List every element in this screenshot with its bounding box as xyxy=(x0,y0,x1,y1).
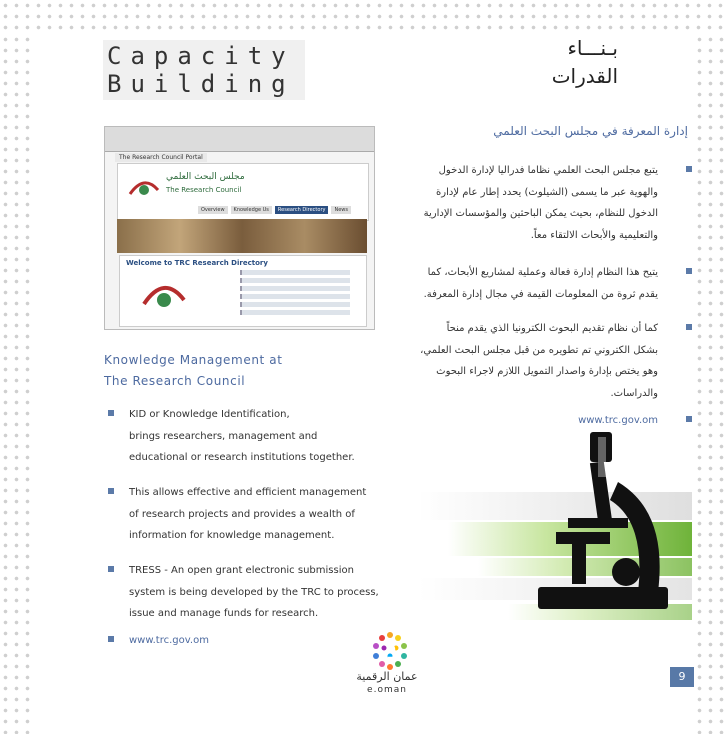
bullet-en-3 xyxy=(104,560,384,625)
site-logo-ar: مجلس البحث العلمي xyxy=(166,172,245,182)
trc-website-link[interactable]: www.trc.gov.om xyxy=(129,635,209,646)
bullet-line: يتبع مجلس البحث العلمي نظاما فدراليا لإدارة الدخول xyxy=(438,165,658,176)
left-dot-pattern xyxy=(0,34,34,734)
bullet-line: issue and manage funds for research. xyxy=(129,608,319,619)
section-title-en-line1: Knowledge Management at xyxy=(104,353,283,367)
section-title-en-line2: The Research Council xyxy=(104,374,246,388)
bullet-line: educational or research institutions together. xyxy=(129,452,355,463)
section-title-ar: إدارة المعرفة في مجلس البحث العلمي xyxy=(493,124,688,138)
title-en-line1: Capacity xyxy=(107,42,295,70)
section-title-en xyxy=(104,350,283,392)
bullet-line: يتيح هذا النظام إدارة فعالة وعملية لمشاريع الأبحاث، كما xyxy=(427,267,658,278)
bullet-line: This allows effective and efficient management xyxy=(129,487,367,498)
bullet-ar-1 xyxy=(392,160,692,246)
bullet-square-icon xyxy=(108,410,114,416)
page-number: 9 xyxy=(670,667,694,687)
bullet-line: of research projects and provides a wealth of xyxy=(129,508,355,520)
title-en-line2: Building xyxy=(107,70,295,98)
site-nav-tab[interactable]: News xyxy=(331,206,351,214)
e-oman-logo-ar: عمان الرقمية xyxy=(356,670,418,683)
right-dot-pattern xyxy=(694,34,728,734)
bullet-line: وهو يختص بإدارة واصدار التمويل اللازم لاجراء البحوث xyxy=(436,366,658,377)
bullet-line: KID or Knowledge Identification, xyxy=(129,409,290,420)
bullet-line: information for knowledge management. xyxy=(129,530,335,541)
site-logo-en: The Research Council xyxy=(166,186,242,194)
site-banner-image xyxy=(117,219,367,253)
bullet-line: بشكل الكتروني تم تطويره من قبل مجلس البحث العلمي، xyxy=(420,344,658,356)
trc-website-screenshot xyxy=(104,126,375,330)
top-dot-pattern xyxy=(0,0,728,34)
trc-emblem-icon xyxy=(134,270,194,320)
bullet-square-icon xyxy=(108,636,114,642)
site-welcome-title: Welcome to TRC Research Directory xyxy=(126,259,268,267)
bullet-line: والدراسات. xyxy=(610,387,658,399)
e-oman-logo-en: e.oman xyxy=(367,685,407,695)
bullet-ar-2 xyxy=(392,262,692,305)
bullet-line: TRESS - An open grant electronic submission xyxy=(129,565,354,576)
title-ar-line1: بـنـــاء xyxy=(567,36,618,60)
bullet-line: والهوية عبر ما يسمى (الشيلوث) يحدد إطار عام لإدارة xyxy=(436,186,658,198)
bullet-en-4 xyxy=(104,630,384,652)
bullet-line: الدخول للنظام، بحيث يمكن الباحثين والمؤسسات الإدارية xyxy=(423,208,658,219)
bullet-line: يقدم ثروة من المعلومات القيمة في مجال إدارة المعرفة. xyxy=(423,288,658,300)
bullet-line: كما أن نظام تقديم البحوث الكترونيا الذي يقدم منحاً xyxy=(446,323,658,334)
trc-logo-icon xyxy=(124,168,164,208)
site-header xyxy=(117,163,369,221)
e-oman-logo-icon xyxy=(370,630,410,672)
bullet-ar-3 xyxy=(392,318,692,404)
site-welcome-card xyxy=(119,255,367,327)
bullet-line: system is being developed by the TRC to process, xyxy=(129,586,379,598)
bullet-line: brings researchers, management and xyxy=(129,430,318,442)
bullet-square-icon xyxy=(686,268,692,274)
bullet-en-2 xyxy=(104,482,384,547)
trc-website-link-ar[interactable]: www.trc.gov.om xyxy=(578,415,658,426)
title-english xyxy=(103,40,305,100)
bullet-square-icon xyxy=(108,566,114,572)
site-nav-tab[interactable]: Overview xyxy=(198,206,228,214)
microscope-illustration xyxy=(418,422,692,682)
title-arabic xyxy=(552,34,618,90)
bullet-en-1 xyxy=(104,404,384,469)
site-link-list xyxy=(240,270,350,318)
browser-tab: The Research Council Portal xyxy=(115,153,207,162)
site-nav-tab[interactable]: Knowledge Us xyxy=(231,206,272,214)
bullet-square-icon xyxy=(686,166,692,172)
title-ar-line2: القدرات xyxy=(551,64,618,88)
bullet-square-icon xyxy=(108,488,114,494)
bullet-line: والتعليمية والأبحاث الالتقاء معاً. xyxy=(530,229,658,241)
bullet-square-icon xyxy=(686,324,692,330)
site-nav-tab[interactable]: Research Directory xyxy=(275,206,329,214)
browser-toolbar xyxy=(105,127,374,152)
